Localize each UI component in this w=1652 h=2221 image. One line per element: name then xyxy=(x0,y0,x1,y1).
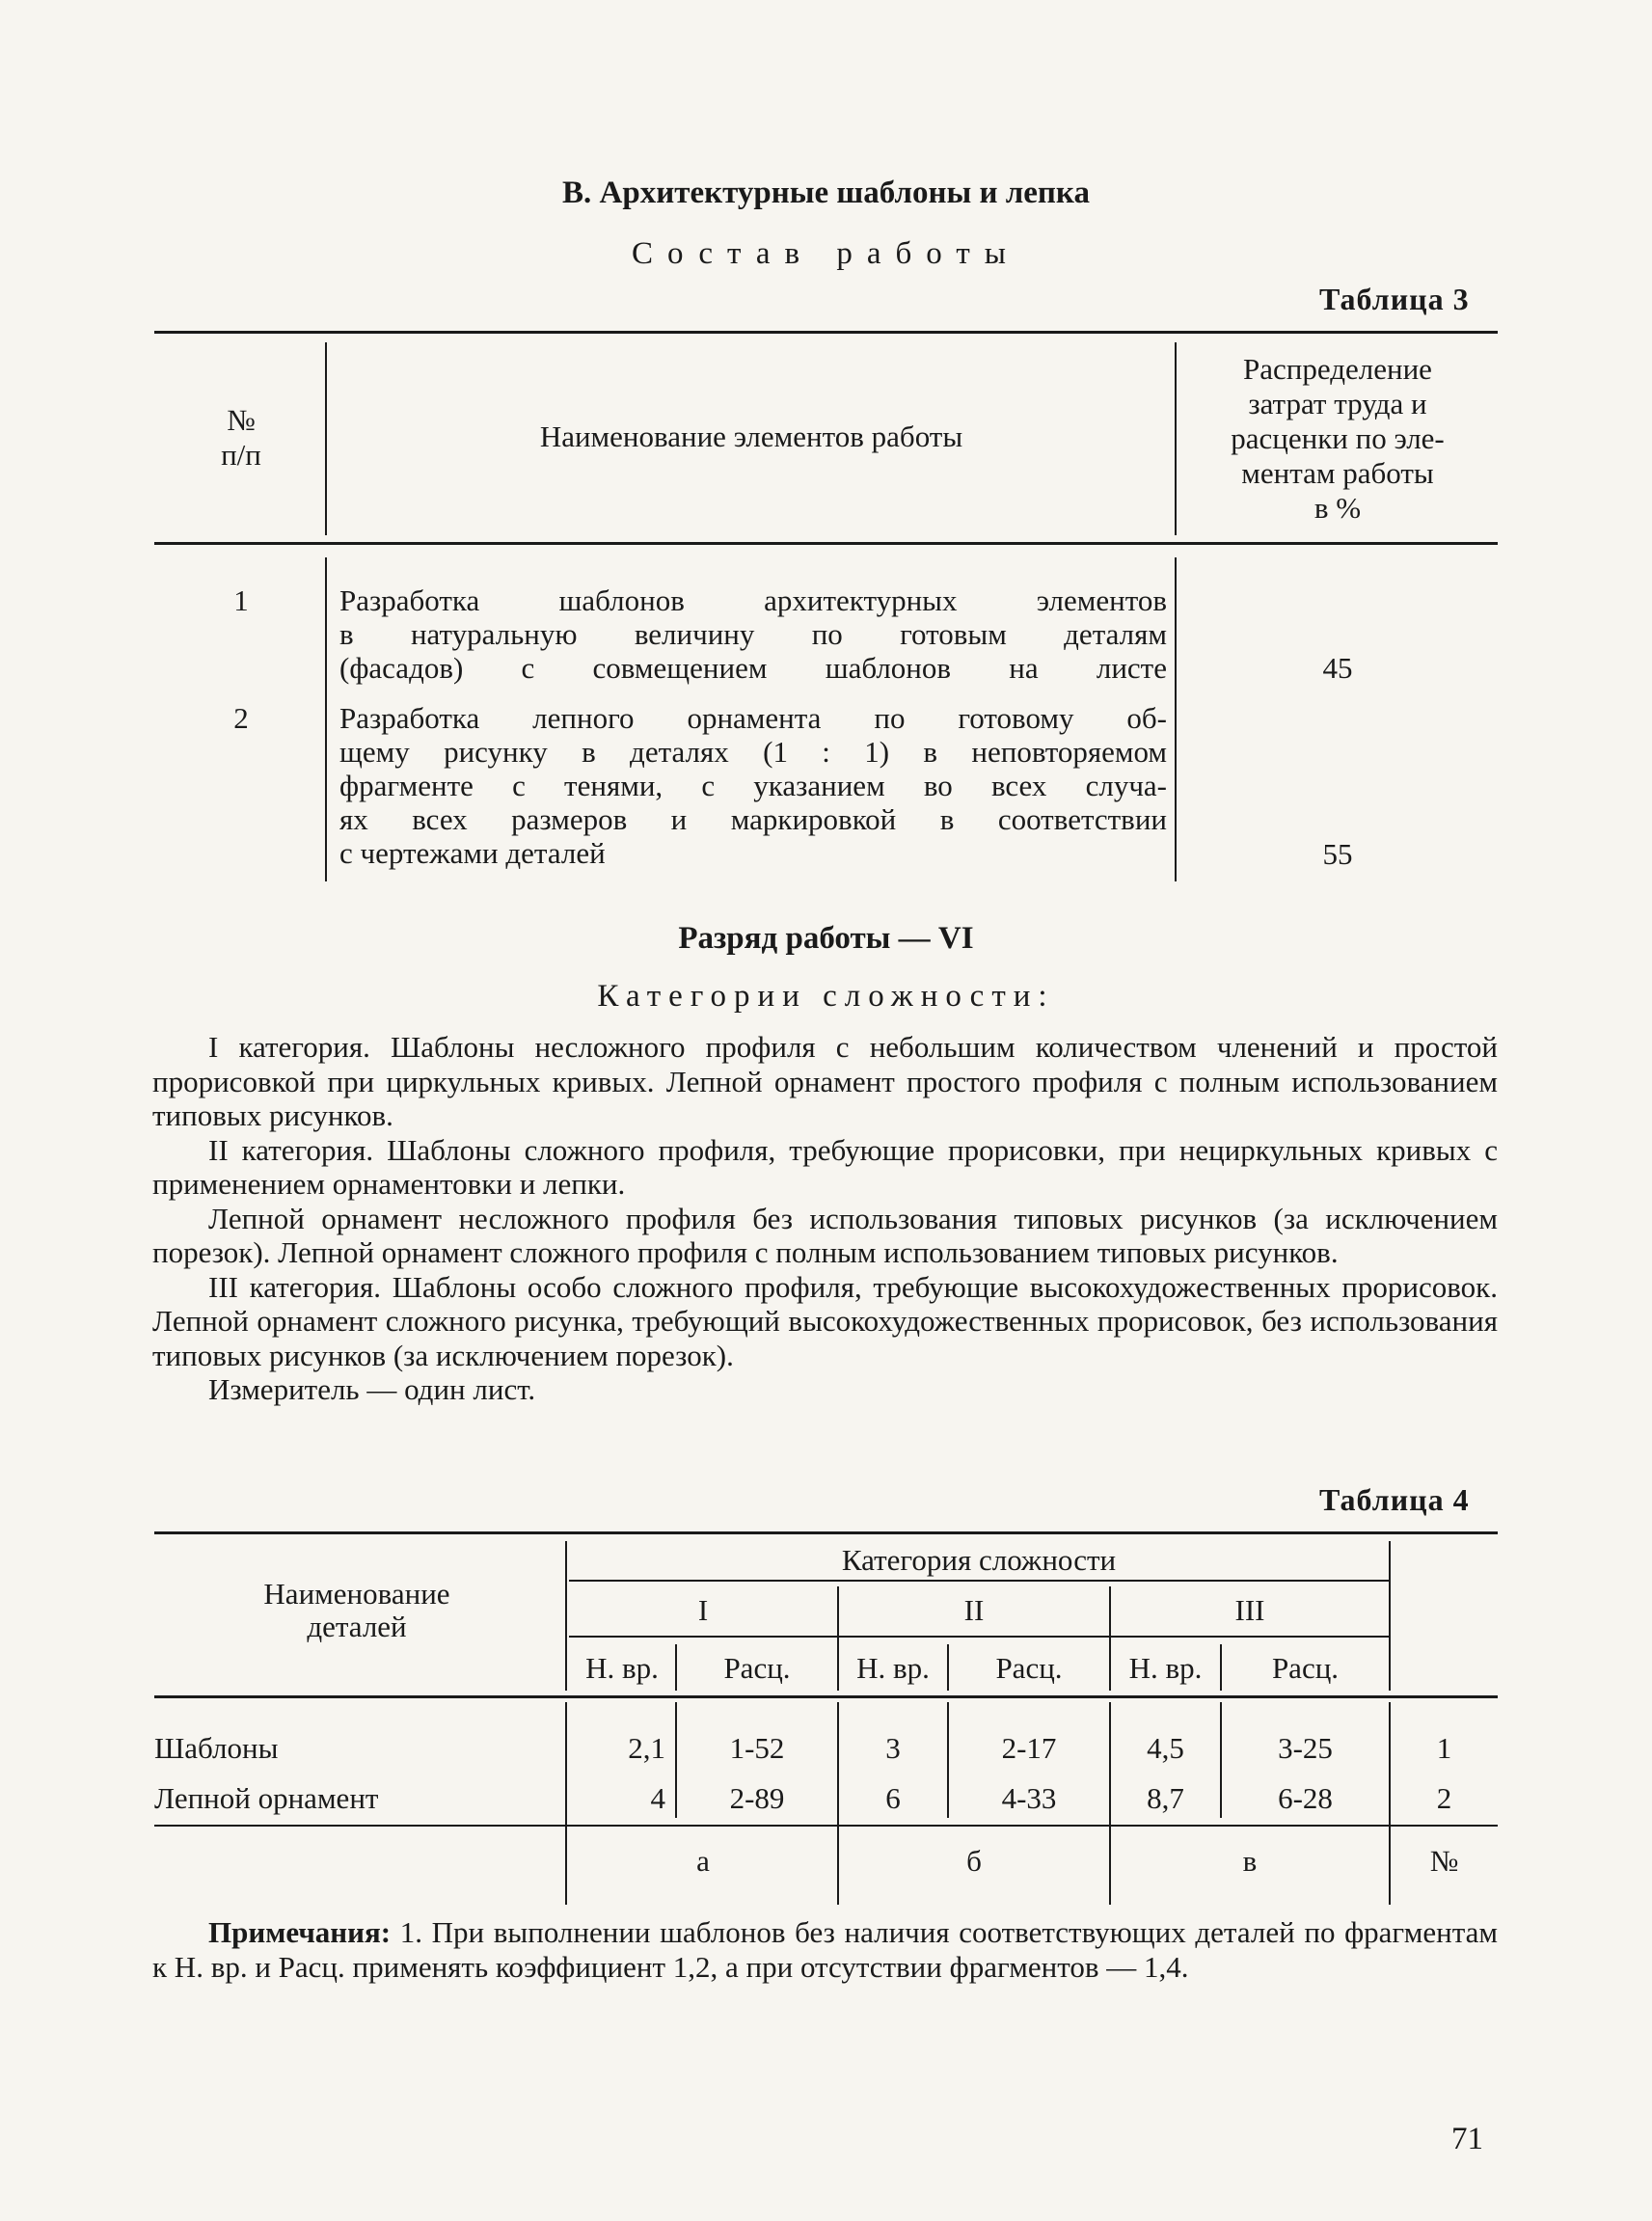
table4-subheader: Н. вр. xyxy=(1128,1651,1203,1685)
page-number: 71 xyxy=(1451,2122,1483,2156)
table4-label: Таблица 4 xyxy=(1319,1482,1470,1517)
section-title: В. Архитектурные шаблоны и лепка xyxy=(562,176,1090,210)
table4-row-name: Лепной орнамент xyxy=(154,1781,379,1815)
table4-divider xyxy=(565,1702,567,1905)
table4-column-letter: б xyxy=(966,1844,982,1878)
table4-top-rule xyxy=(154,1531,1498,1534)
table4-row-name: Шаблоны xyxy=(154,1731,279,1765)
table4-divider xyxy=(565,1541,567,1691)
notes-text: 1. При выполнении шаблонов без наличия соответствующих деталей по фрагментам к Н. вр. и Расц. применять коэффициент 1,2, а при отсутствии фрагментов — 1,4. xyxy=(152,1915,1498,1984)
table3-header-name: Наименование элементов работы xyxy=(539,420,963,453)
table4-subheader: Расц. xyxy=(723,1651,791,1685)
table3-row-text: Разработка лепного орнамента по готовому об- щему рисунку в деталях (1 : 1) в неповторяемом фрагменте с тенями, с указанием во всех случа- ях всех размеров и маркировкой в соответствии с чертежами деталей xyxy=(339,701,1167,870)
table4-category-rule xyxy=(569,1636,1389,1638)
table4-category-label: III xyxy=(1234,1593,1265,1627)
table4-cell: 8,7 xyxy=(1147,1781,1184,1815)
table3-header-rule xyxy=(154,542,1498,545)
table4-index-label: № xyxy=(1429,1844,1459,1878)
categories-heading: Категории сложности: xyxy=(597,979,1055,1014)
table4-header-category: Категория сложности xyxy=(841,1543,1117,1577)
table4-category-label: I xyxy=(697,1593,709,1627)
table3-top-rule xyxy=(154,331,1498,334)
table4-subheader: Расц. xyxy=(1271,1651,1340,1685)
work-grade: Разряд работы — VI xyxy=(678,921,974,956)
table3-row-percent: 45 xyxy=(1322,651,1353,685)
table4-cell: 2,1 xyxy=(628,1731,665,1765)
table3-row-percent: 55 xyxy=(1322,837,1353,871)
categories-description xyxy=(152,1030,1498,1407)
table3-header-distribution: Распределение затрат труда и расценки по эле- ментам работы в % xyxy=(1231,352,1445,525)
table4-body-rule xyxy=(154,1825,1498,1827)
table4-cell: 3-25 xyxy=(1278,1731,1333,1765)
table4-cell: 2-17 xyxy=(1001,1731,1057,1765)
table3-divider xyxy=(1175,342,1177,535)
table3-row-number: 1 xyxy=(233,583,249,617)
table4-cell: 4-33 xyxy=(1001,1781,1057,1815)
notes xyxy=(152,1915,1498,1985)
paragraph: Измеритель — один лист. xyxy=(208,1372,536,1406)
table4-category-rule xyxy=(569,1580,1389,1582)
table4-divider xyxy=(1389,1541,1391,1691)
paragraph: I категория. Шаблоны несложного профиля с небольшим количеством членений и простой прорисовкой при циркульных кривых. Лепной орнамент простого профиля с полным использованием типовых рисунков. xyxy=(152,1030,1498,1132)
table3-row-number: 2 xyxy=(233,701,249,735)
table4-cell: 6 xyxy=(885,1781,901,1815)
table3-header-number: № п/п xyxy=(221,403,261,472)
table4-cell: 1-52 xyxy=(729,1731,785,1765)
table4-subheader: Расц. xyxy=(995,1651,1063,1685)
table3-label: Таблица 3 xyxy=(1319,282,1470,316)
table4-category-label: II xyxy=(963,1593,985,1627)
table4-header-name: Наименование деталей xyxy=(263,1577,450,1643)
table4-cell: 3 xyxy=(885,1731,901,1765)
table3-row-text: Разработка шаблонов архитектурных элементов в натуральную величину по готовым деталям (фасадов) с совмещением шаблонов на листе xyxy=(339,583,1167,685)
table4-header-rule xyxy=(154,1695,1498,1698)
table4-cell: 6-28 xyxy=(1278,1781,1333,1815)
paragraph: Лепной орнамент несложного профиля без использования типовых рисунков (за исключением порезок). Лепной орнамент сложного профиля с полным использованием типовых рисунков. xyxy=(152,1201,1498,1269)
table4-cell: 4 xyxy=(650,1781,665,1815)
table4-subheader: Н. вр. xyxy=(856,1651,930,1685)
table4-row-index: 1 xyxy=(1436,1731,1452,1765)
table4-subheader: Н. вр. xyxy=(585,1651,659,1685)
table3-divider xyxy=(325,557,327,881)
table4-cell: 4,5 xyxy=(1147,1731,1184,1765)
table4-column-letter: в xyxy=(1242,1844,1258,1878)
table3-divider xyxy=(325,342,327,535)
paragraph: II категория. Шаблоны сложного профиля, требующие прорисовки, при нециркульных кривых с применением орнаментовки и лепки. xyxy=(152,1132,1498,1201)
table4-column-letter: а xyxy=(696,1844,710,1878)
table4-cell: 2-89 xyxy=(729,1781,785,1815)
paragraph: III категория. Шаблоны особо сложного профиля, требующие высокохудожественных прорисовок. Лепной орнамент сложного рисунка, требующий высокохудожественных прорисовок, без использования типовых рисунков (за исключением порезок). xyxy=(152,1269,1498,1372)
table3-divider xyxy=(1175,557,1177,881)
composition-heading: Состав работы xyxy=(632,236,1020,271)
notes-label: Примечания: xyxy=(208,1915,392,1949)
table4-row-index: 2 xyxy=(1436,1781,1452,1815)
